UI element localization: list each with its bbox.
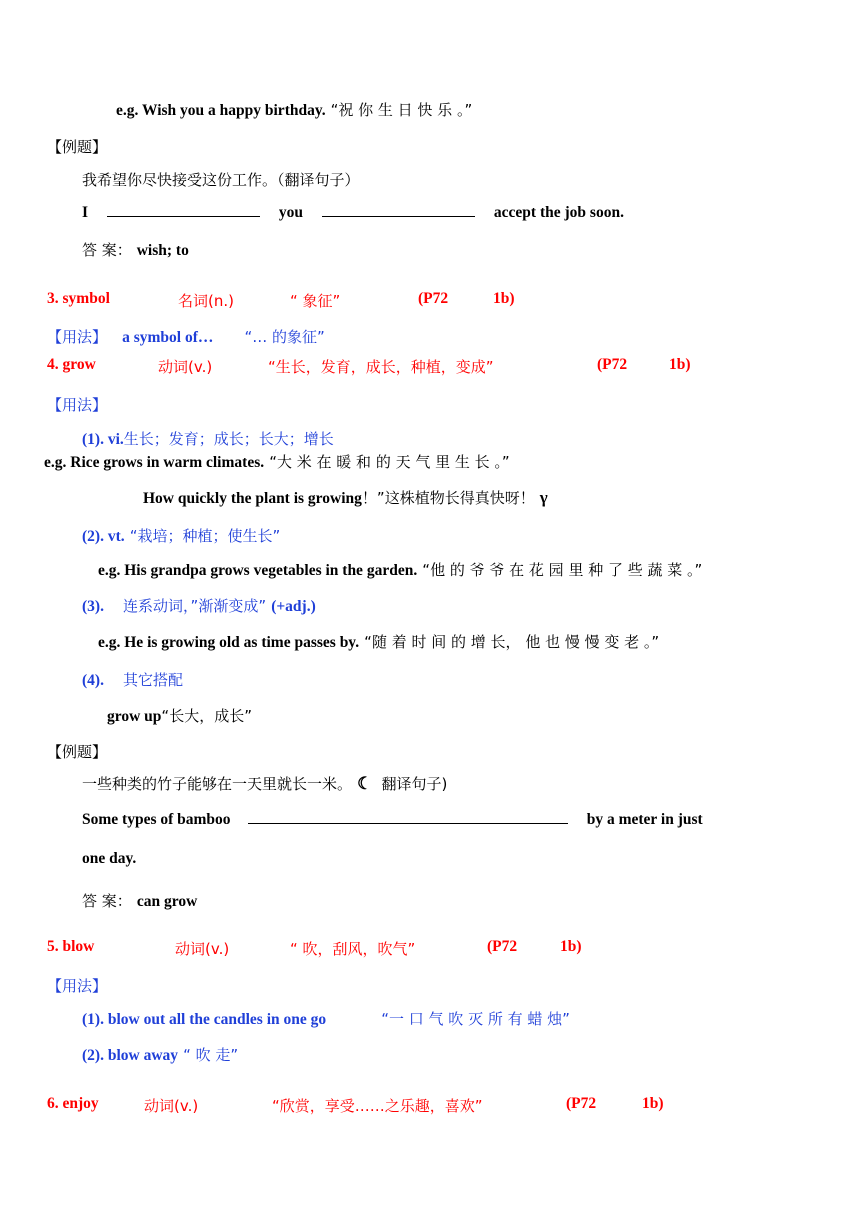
usage-item: (1). blow out all the candles in one go “一 口 气 吹 灭 所 有 蜡 烛” [82,1010,570,1028]
example-line: e.g. His grandpa grows vegetables in the garden. “他 的 爷 爷 在 花 园 里 种 了 些 蔬 菜 。” [98,561,703,579]
word-entry-title: 4. grow [47,356,96,373]
page-ref-section: 1b) [669,356,691,373]
word-meaning: “ 象征” [290,292,341,310]
example-prompt: 我希望你尽快接受这份工作。（翻译句子） [82,171,360,189]
answer-line: 答 案： can grow [82,892,198,910]
page-ref: (P72 [597,356,628,373]
example-line: e.g. Rice grows in warm climates. “大 米 在 暖 和 的 天 气 里 生 长 。” [44,453,510,471]
answer-blank[interactable] [107,202,260,217]
example-line: e.g. Wish you a happy birthday. “祝 你 生 日 快 乐 。” [116,101,473,119]
example-line: How quickly the plant is growing！”这株植物长得真快呀！ γ [143,488,548,507]
page-ref: (P72 [418,290,449,307]
usage-line: 【用法】 a symbol of… “… 的象征” [47,328,325,346]
page-ref-section: 1b) [560,938,582,955]
page-ref: (P72 [566,1095,597,1112]
example-heading: 【例题】 [47,138,108,156]
fill-in-sentence: I you accept the job soon. [82,204,624,221]
word-meaning: “ 吹，刮风，吹气” [290,940,416,958]
page-ref-section: 1b) [642,1095,664,1112]
word-entry-title: 3. symbol [47,290,110,307]
part-of-speech: 动词(v.) [144,1097,199,1115]
fill-in-sentence-continued: one day. [82,850,137,867]
part-of-speech: 动词(v.) [175,940,230,958]
usage-heading: 【用法】 [47,977,108,995]
answer-blank[interactable] [322,202,475,217]
moon-icon: ☾ [357,774,373,793]
usage-item: (3). 连系动词，”渐渐变成” (+adj.) [82,597,316,615]
usage-item: (4). 其它搭配 [82,671,184,689]
example-prompt: 一些种类的竹子能够在一天里就长一米。 ☾ 翻译句子) [82,774,448,793]
word-entry-title: 5. blow [47,938,95,955]
answer-line: 答 案： wish; to [82,241,189,259]
part-of-speech: 动词(v.) [158,358,213,376]
example-line: e.g. He is growing old as time passes by. “随 着 时 间 的 增 长， 他 也 慢 慢 变 老 。” [98,633,660,651]
usage-heading: 【用法】 [47,396,108,414]
usage-item: (1). vi.生长；发育；成长；长大；增长 [82,430,334,448]
page-ref-section: 1b) [493,290,515,307]
word-meaning: “生长，发育，成长，种植，变成” [268,358,494,376]
example-heading: 【例题】 [47,743,108,761]
word-meaning: “欣赏，享受……之乐趣，喜欢” [272,1097,483,1115]
answer-blank[interactable] [248,809,568,824]
usage-item: (2). blow away “ 吹 走” [82,1046,239,1064]
fill-in-sentence: Some types of bamboo by a meter in just [82,811,703,828]
usage-item: (2). vt. “栽培；种植；使生长” [82,527,281,545]
example-line: grow up“长大，成长” [107,707,252,725]
page-ref: (P72 [487,938,518,955]
part-of-speech: 名词(n.) [178,292,234,310]
word-entry-title: 6. enjoy [47,1095,99,1112]
